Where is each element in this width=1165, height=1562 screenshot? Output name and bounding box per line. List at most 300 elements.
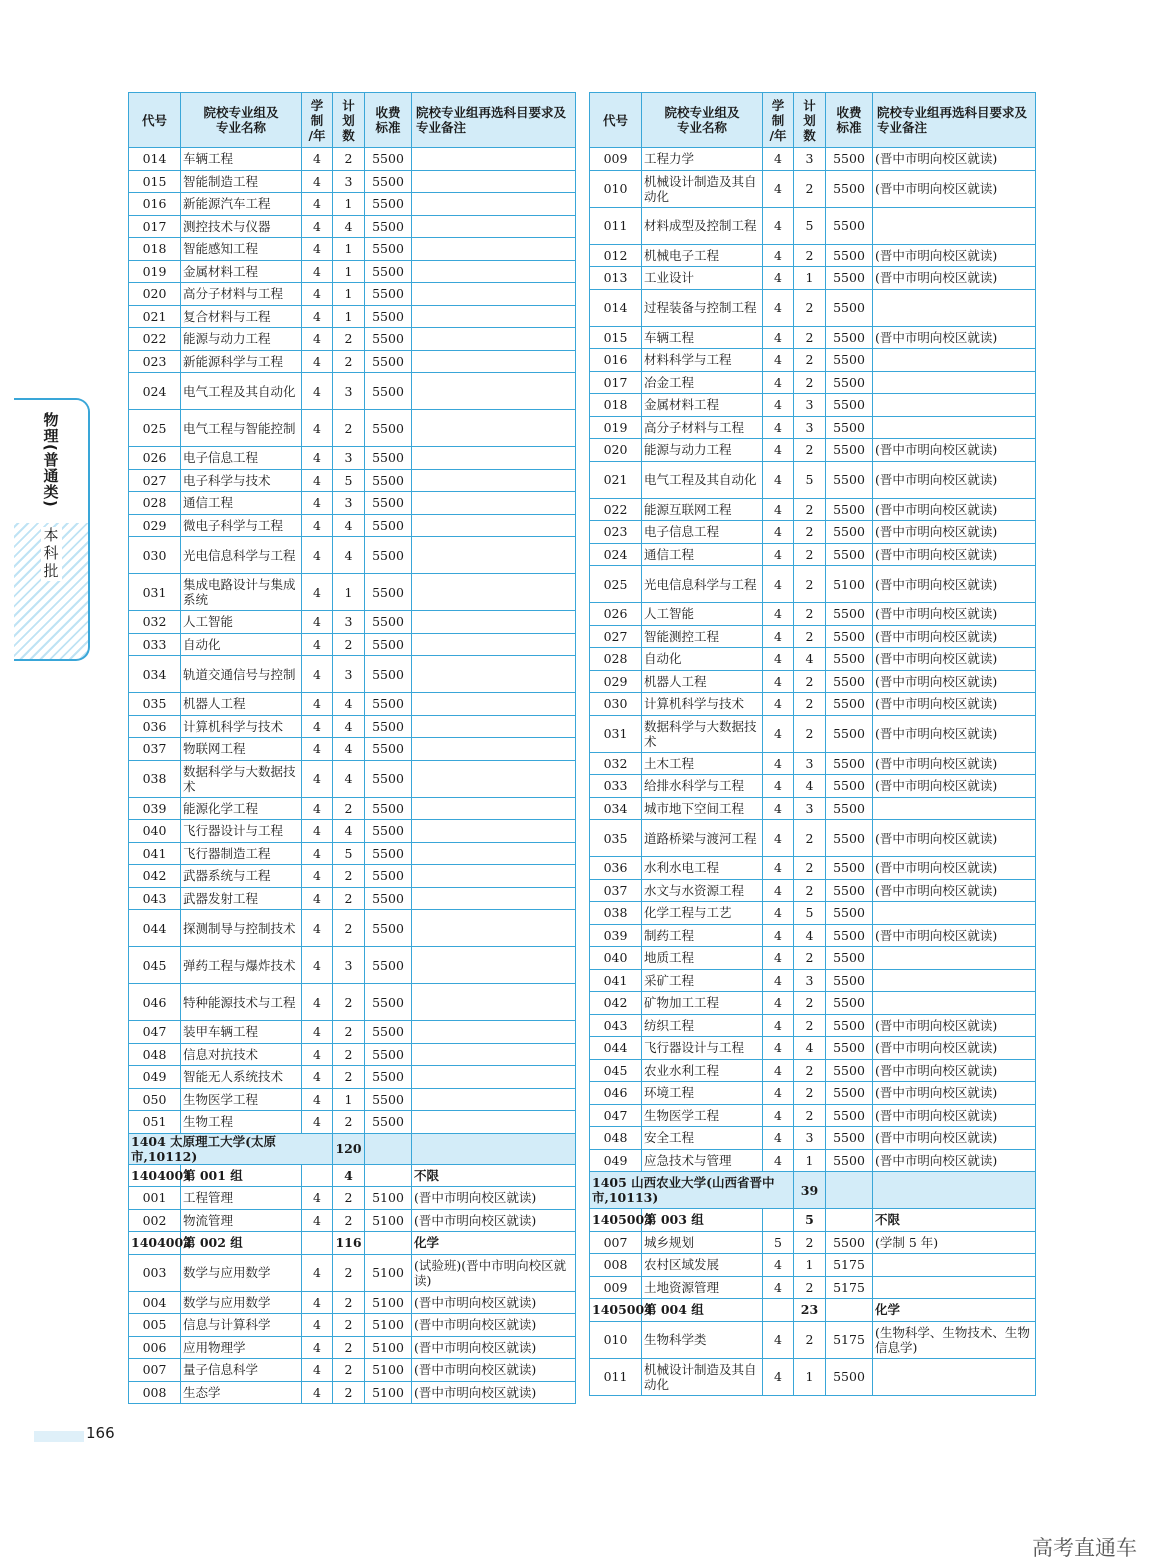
table-row (129, 1314, 576, 1337)
major-name: 生物医学工程 (642, 1104, 763, 1127)
major-fee: 5500 (826, 1127, 873, 1150)
major-fee: 5500 (365, 148, 412, 171)
major-code: 037 (129, 738, 181, 761)
major-years: 4 (302, 537, 333, 574)
major-plan: 3 (333, 447, 365, 470)
group-row (590, 1299, 1036, 1322)
major-years: 4 (302, 1187, 333, 1210)
major-note: (晋中市明向校区就读) (873, 693, 1036, 716)
major-code: 035 (129, 693, 181, 716)
major-plan: 3 (333, 656, 365, 693)
table-row (129, 820, 576, 843)
major-code: 028 (590, 648, 642, 671)
major-years: 4 (302, 887, 333, 910)
major-years: 4 (763, 244, 794, 267)
major-fee: 5500 (365, 842, 412, 865)
table-row (590, 244, 1036, 267)
major-plan: 4 (333, 715, 365, 738)
major-years: 4 (302, 1021, 333, 1044)
major-note (412, 693, 576, 716)
major-code: 030 (590, 693, 642, 716)
major-note: (晋中市明向校区就读) (873, 267, 1036, 290)
major-note (412, 984, 576, 1021)
table-row (590, 670, 1036, 693)
major-code: 011 (590, 1358, 642, 1395)
major-fee: 5500 (365, 820, 412, 843)
table-body-left (129, 148, 576, 1404)
major-fee: 5500 (365, 947, 412, 984)
major-code: 029 (129, 514, 181, 537)
major-years: 4 (763, 1358, 794, 1395)
major-years: 4 (302, 215, 333, 238)
major-years: 4 (763, 394, 794, 417)
table-row (129, 984, 576, 1021)
major-years: 4 (302, 1111, 333, 1134)
major-years: 4 (302, 170, 333, 193)
major-code: 049 (590, 1149, 642, 1172)
watermark: 高考直通车 (1032, 1536, 1137, 1560)
major-plan: 1 (794, 1149, 826, 1172)
major-fee: 5500 (826, 947, 873, 970)
group-name: 第 002 组 (181, 1232, 302, 1255)
major-name: 人工智能 (642, 603, 763, 626)
group-code: 1405003 (590, 1209, 642, 1232)
major-fee: 5500 (826, 170, 873, 207)
major-note (873, 1276, 1036, 1299)
major-plan: 2 (333, 887, 365, 910)
major-fee: 5500 (365, 373, 412, 410)
major-code: 031 (129, 574, 181, 611)
table-header-row (590, 93, 1036, 148)
table-row (129, 447, 576, 470)
major-code: 038 (590, 902, 642, 925)
major-code: 015 (590, 326, 642, 349)
table-row (590, 371, 1036, 394)
major-code: 044 (129, 910, 181, 947)
table-row (590, 924, 1036, 947)
major-plan: 2 (333, 328, 365, 351)
major-fee: 5500 (826, 715, 873, 752)
major-years: 4 (302, 1254, 333, 1291)
major-years: 4 (302, 283, 333, 306)
major-fee: 5500 (365, 1088, 412, 1111)
major-fee: 5500 (826, 439, 873, 462)
major-note (412, 738, 576, 761)
major-years: 4 (763, 879, 794, 902)
major-fee: 5500 (826, 267, 873, 290)
group-years (302, 1164, 333, 1187)
major-years: 4 (763, 1014, 794, 1037)
major-plan: 2 (333, 1066, 365, 1089)
major-note (412, 373, 576, 410)
major-note (412, 1066, 576, 1089)
school-note (873, 1172, 1036, 1209)
major-code: 046 (590, 1082, 642, 1105)
major-fee: 5500 (365, 910, 412, 947)
table-row (590, 170, 1036, 207)
major-note (412, 574, 576, 611)
table-row (129, 1291, 576, 1314)
major-name: 武器发射工程 (181, 887, 302, 910)
table-row (590, 603, 1036, 626)
major-name: 自动化 (181, 633, 302, 656)
major-years: 4 (302, 656, 333, 693)
major-plan: 4 (794, 648, 826, 671)
major-fee: 5500 (826, 207, 873, 244)
major-years: 4 (763, 670, 794, 693)
major-code: 019 (129, 260, 181, 283)
table-row (129, 611, 576, 634)
major-code: 017 (129, 215, 181, 238)
table-row (590, 267, 1036, 290)
major-fee: 5500 (826, 752, 873, 775)
table-row (590, 1149, 1036, 1172)
table-row (590, 1082, 1036, 1105)
major-fee: 5500 (826, 1082, 873, 1105)
major-note: (晋中市明向校区就读) (873, 603, 1036, 626)
major-name: 城市地下空间工程 (642, 797, 763, 820)
major-years: 4 (302, 328, 333, 351)
major-name: 采矿工程 (642, 969, 763, 992)
side-tab (14, 398, 90, 661)
major-plan: 2 (794, 1082, 826, 1105)
major-name: 制药工程 (642, 924, 763, 947)
major-name: 武器系统与工程 (181, 865, 302, 888)
major-note (873, 349, 1036, 372)
major-note: (晋中市明向校区就读) (412, 1187, 576, 1210)
major-code: 050 (129, 1088, 181, 1111)
major-fee: 5500 (365, 574, 412, 611)
major-note (412, 1021, 576, 1044)
major-name: 地质工程 (642, 947, 763, 970)
table-row (590, 1321, 1036, 1358)
major-code: 013 (590, 267, 642, 290)
major-years: 4 (302, 492, 333, 515)
major-plan: 2 (333, 1381, 365, 1404)
major-years: 4 (763, 603, 794, 626)
major-years: 4 (302, 760, 333, 797)
major-name: 机械设计制造及其自动化 (642, 170, 763, 207)
major-name: 道路桥梁与渡河工程 (642, 820, 763, 857)
table-row (129, 283, 576, 306)
major-years: 4 (763, 902, 794, 925)
major-name: 计算机科学与技术 (642, 693, 763, 716)
major-name: 金属材料工程 (181, 260, 302, 283)
major-years: 4 (763, 992, 794, 1015)
major-name: 电子科学与技术 (181, 469, 302, 492)
major-code: 025 (590, 566, 642, 603)
major-name: 机器人工程 (642, 670, 763, 693)
major-code: 035 (590, 820, 642, 857)
major-years: 4 (302, 514, 333, 537)
major-note: (晋中市明向校区就读) (873, 670, 1036, 693)
major-years: 4 (302, 984, 333, 1021)
major-code: 034 (590, 797, 642, 820)
major-code: 026 (129, 447, 181, 470)
table-row (590, 715, 1036, 752)
group-fee (826, 1209, 873, 1232)
table-row (590, 820, 1036, 857)
major-note: (晋中市明向校区就读) (873, 1037, 1036, 1060)
major-code: 024 (129, 373, 181, 410)
major-plan: 3 (333, 492, 365, 515)
major-note (412, 611, 576, 634)
table-row (590, 992, 1036, 1015)
major-years: 4 (763, 326, 794, 349)
major-note (412, 820, 576, 843)
major-code: 021 (590, 461, 642, 498)
major-code: 028 (129, 492, 181, 515)
major-name: 信息与计算科学 (181, 1314, 302, 1337)
major-code: 008 (129, 1381, 181, 1404)
table-row (129, 1066, 576, 1089)
major-note: (晋中市明向校区就读) (412, 1291, 576, 1314)
major-note: (晋中市明向校区就读) (873, 775, 1036, 798)
major-years: 4 (763, 1082, 794, 1105)
major-years: 4 (763, 1104, 794, 1127)
major-code: 039 (590, 924, 642, 947)
major-name: 测控技术与仪器 (181, 215, 302, 238)
major-years: 4 (763, 1254, 794, 1277)
school-label: 1404 太原理工大学(太原市,10112) (129, 1133, 333, 1164)
major-code: 030 (129, 537, 181, 574)
major-name: 飞行器设计与工程 (642, 1037, 763, 1060)
major-code: 022 (129, 328, 181, 351)
major-years: 4 (302, 797, 333, 820)
header-plan: 计 划 数 (794, 93, 826, 148)
major-code: 007 (129, 1359, 181, 1382)
major-fee: 5500 (826, 857, 873, 880)
table-row (129, 910, 576, 947)
major-plan: 2 (794, 244, 826, 267)
major-name: 智能感知工程 (181, 238, 302, 261)
major-name: 农业水利工程 (642, 1059, 763, 1082)
major-fee: 5500 (826, 289, 873, 326)
header-plan: 计 划 数 (333, 93, 365, 148)
major-years: 4 (302, 1043, 333, 1066)
table-row (590, 521, 1036, 544)
major-note (873, 902, 1036, 925)
group-years (763, 1299, 794, 1322)
major-years: 4 (763, 775, 794, 798)
group-row (590, 1209, 1036, 1232)
major-fee: 5500 (826, 775, 873, 798)
major-fee: 5500 (826, 244, 873, 267)
major-plan: 2 (794, 1276, 826, 1299)
major-code: 015 (129, 170, 181, 193)
major-name: 数学与应用数学 (181, 1254, 302, 1291)
table-row (590, 1059, 1036, 1082)
major-fee: 5500 (826, 1149, 873, 1172)
major-name: 智能无人系统技术 (181, 1066, 302, 1089)
major-name: 微电子科学与工程 (181, 514, 302, 537)
header-code: 代号 (590, 93, 642, 148)
major-code: 048 (590, 1127, 642, 1150)
major-plan: 2 (333, 797, 365, 820)
school-label: 1405 山西农业大学(山西省晋中市,10113) (590, 1172, 794, 1209)
table-row (590, 693, 1036, 716)
major-plan: 3 (794, 969, 826, 992)
major-fee: 5100 (365, 1314, 412, 1337)
major-years: 4 (302, 1066, 333, 1089)
major-note: (晋中市明向校区就读) (873, 1014, 1036, 1037)
major-plan: 2 (794, 625, 826, 648)
table-row (590, 1104, 1036, 1127)
major-note: (晋中市明向校区就读) (412, 1381, 576, 1404)
school-plan: 39 (794, 1172, 826, 1209)
table-row (590, 752, 1036, 775)
major-years: 4 (302, 693, 333, 716)
category-label-box (14, 400, 88, 523)
major-name: 电子信息工程 (642, 521, 763, 544)
major-plan: 3 (794, 752, 826, 775)
major-name: 能源互联网工程 (642, 498, 763, 521)
major-fee: 5100 (365, 1381, 412, 1404)
major-plan: 4 (333, 738, 365, 761)
major-code: 032 (129, 611, 181, 634)
major-fee: 5500 (365, 170, 412, 193)
major-name: 光电信息科学与工程 (181, 537, 302, 574)
major-years: 4 (763, 715, 794, 752)
major-years: 4 (763, 693, 794, 716)
major-fee: 5500 (365, 447, 412, 470)
major-plan: 2 (333, 633, 365, 656)
major-code: 032 (590, 752, 642, 775)
table-row (129, 760, 576, 797)
major-note: (晋中市明向校区就读) (873, 715, 1036, 752)
major-years: 4 (763, 170, 794, 207)
major-fee: 5500 (826, 349, 873, 372)
major-name: 化学工程与工艺 (642, 902, 763, 925)
major-fee: 5500 (826, 371, 873, 394)
major-plan: 2 (333, 410, 365, 447)
major-code: 043 (590, 1014, 642, 1037)
major-years: 4 (302, 910, 333, 947)
major-plan: 2 (794, 1321, 826, 1358)
major-code: 003 (129, 1254, 181, 1291)
major-code: 023 (590, 521, 642, 544)
major-code: 025 (129, 410, 181, 447)
major-years: 4 (763, 498, 794, 521)
major-years: 4 (763, 461, 794, 498)
major-name: 通信工程 (181, 492, 302, 515)
major-name: 电气工程及其自动化 (181, 373, 302, 410)
major-note (412, 193, 576, 216)
major-code: 011 (590, 207, 642, 244)
group-requirement: 不限 (412, 1164, 576, 1187)
major-plan: 4 (333, 760, 365, 797)
major-years: 4 (302, 633, 333, 656)
header-years: 学 制 /年 (302, 93, 333, 148)
major-fee: 5500 (365, 492, 412, 515)
major-name: 数学与应用数学 (181, 1291, 302, 1314)
table-row (129, 514, 576, 537)
major-plan: 4 (333, 693, 365, 716)
group-row (129, 1232, 576, 1255)
table-row (590, 349, 1036, 372)
major-name: 飞行器制造工程 (181, 842, 302, 865)
major-note (873, 992, 1036, 1015)
major-plan: 3 (794, 797, 826, 820)
major-fee: 5500 (826, 924, 873, 947)
major-years: 4 (763, 1149, 794, 1172)
major-code: 016 (129, 193, 181, 216)
major-plan: 3 (333, 170, 365, 193)
major-fee: 5500 (826, 326, 873, 349)
major-note: (晋中市明向校区就读) (873, 439, 1036, 462)
major-name: 数据科学与大数据技术 (642, 715, 763, 752)
major-years: 4 (302, 238, 333, 261)
major-plan: 4 (794, 1037, 826, 1060)
major-years: 4 (302, 820, 333, 843)
major-note (412, 447, 576, 470)
major-fee: 5500 (365, 260, 412, 283)
major-fee: 5500 (365, 469, 412, 492)
major-code: 026 (590, 603, 642, 626)
major-plan: 1 (333, 1088, 365, 1111)
table-row (129, 1381, 576, 1404)
table-row (590, 439, 1036, 462)
major-plan: 4 (333, 820, 365, 843)
table-row (590, 857, 1036, 880)
major-fee: 5500 (365, 715, 412, 738)
table-row (590, 969, 1036, 992)
major-note (412, 715, 576, 738)
major-years: 4 (763, 1276, 794, 1299)
group-row (129, 1164, 576, 1187)
major-code: 039 (129, 797, 181, 820)
group-plan: 4 (333, 1164, 365, 1187)
table-row (129, 1043, 576, 1066)
major-fee: 5500 (365, 984, 412, 1021)
major-plan: 2 (333, 350, 365, 373)
major-name: 轨道交通信号与控制 (181, 656, 302, 693)
major-fee: 5500 (826, 148, 873, 171)
major-note (412, 633, 576, 656)
major-code: 037 (590, 879, 642, 902)
major-name: 能源与动力工程 (181, 328, 302, 351)
major-plan: 3 (333, 947, 365, 984)
major-years: 4 (763, 349, 794, 372)
major-years: 4 (302, 1209, 333, 1232)
major-plan: 2 (794, 349, 826, 372)
table-row (129, 492, 576, 515)
major-years: 4 (763, 148, 794, 171)
major-code: 036 (129, 715, 181, 738)
major-plan: 2 (794, 371, 826, 394)
major-fee: 5500 (365, 760, 412, 797)
major-years: 4 (763, 1037, 794, 1060)
major-name: 物联网工程 (181, 738, 302, 761)
table-row (590, 461, 1036, 498)
major-fee: 5175 (826, 1276, 873, 1299)
table-row (129, 656, 576, 693)
major-years: 4 (763, 820, 794, 857)
group-years (302, 1232, 333, 1255)
major-plan: 2 (794, 947, 826, 970)
major-fee: 5500 (365, 1021, 412, 1044)
major-plan: 5 (794, 902, 826, 925)
major-plan: 2 (794, 1059, 826, 1082)
major-name: 新能源科学与工程 (181, 350, 302, 373)
major-note (412, 283, 576, 306)
header-name: 院校专业组及 专业名称 (181, 93, 302, 148)
major-years: 4 (302, 1336, 333, 1359)
major-note (873, 797, 1036, 820)
major-note (412, 947, 576, 984)
major-fee: 5500 (826, 603, 873, 626)
major-fee: 5500 (826, 416, 873, 439)
